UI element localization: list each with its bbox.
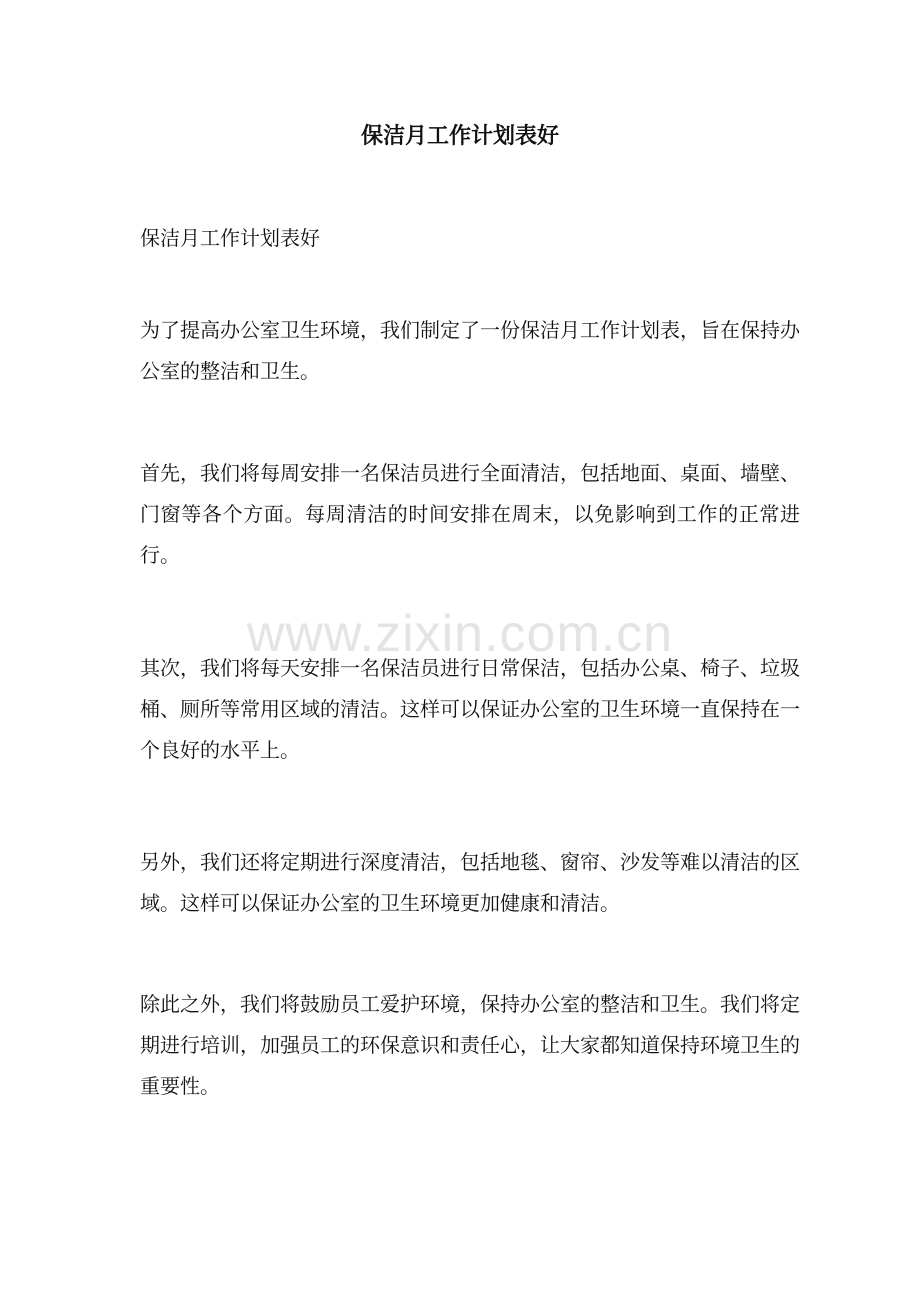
document-subtitle: 保洁月工作计划表好 bbox=[140, 226, 320, 250]
watermark-text: www.zixin.com.cn bbox=[246, 605, 674, 663]
paragraph-deep-cleaning: 另外，我们还将定期进行深度清洁，包括地毯、窗帘、沙发等难以清洁的区域。这样可以保证办公室的卫生环境更加健康和清洁。 bbox=[140, 850, 800, 915]
paragraph-employee-training: 除此之外，我们将鼓励员工爱护环境，保持办公室的整洁和卫生。我们将定期进行培训，加强员工的环保意识和责任心，让大家都知道保持环境卫生的重要性。 bbox=[140, 992, 800, 1098]
paragraph-weekly-cleaning: 首先，我们将每周安排一名保洁员进行全面清洁，包括地面、桌面、墙壁、门窗等各个方面。每周清洁的时间安排在周末，以免影响到工作的正常进行。 bbox=[140, 461, 800, 567]
paragraph-daily-cleaning: 其次，我们将每天安排一名保洁员进行日常保洁，包括办公桌、椅子、垃圾桶、厕所等常用区域的清洁。这样可以保证办公室的卫生环境一直保持在一个良好的水平上。 bbox=[140, 656, 800, 762]
paragraph-intro: 为了提高办公室卫生环境，我们制定了一份保洁月工作计划表，旨在保持办公室的整洁和卫生。 bbox=[140, 318, 800, 383]
document-title: 保洁月工作计划表好 bbox=[360, 123, 559, 149]
